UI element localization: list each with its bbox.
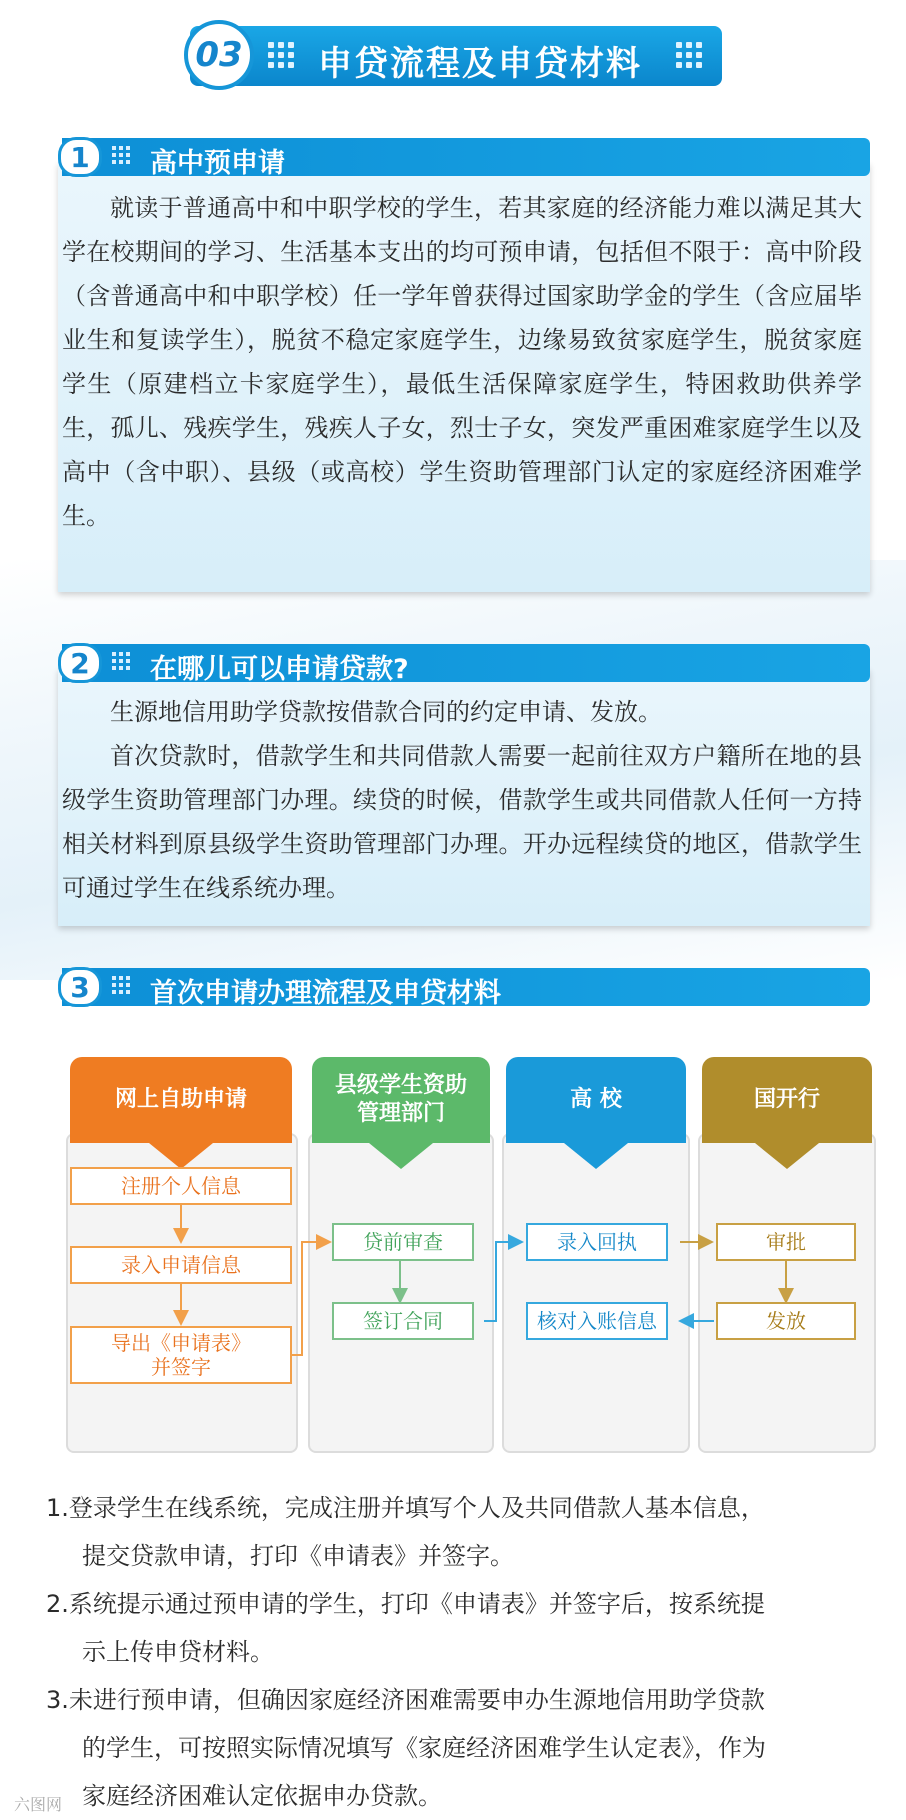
- flow-box-enter-info: 录入申请信息: [70, 1246, 292, 1284]
- step-1-line2: 提交贷款申请，打印《申请表》并签字。: [82, 1542, 514, 1570]
- flow-box-export-line2: 并签字: [151, 1355, 211, 1379]
- flow-box-verify-account: 核对入账信息: [526, 1302, 668, 1340]
- watermark: 六图网: [14, 1795, 63, 1814]
- flow-box-pre-review: 贷前审查: [332, 1223, 474, 1261]
- flow-box-export-line1: 导出《申请表》: [111, 1331, 251, 1355]
- main-section-number: 03: [184, 20, 254, 90]
- step-3-line2: 的学生，可按照实际情况填写《家庭经济困难学生认定表》，作为: [82, 1734, 766, 1762]
- flow-box-export: [70, 1326, 292, 1384]
- section3-number: 3: [58, 967, 102, 1007]
- flow-box-disburse: 发放: [716, 1302, 856, 1340]
- flow-box-enter-receipt: 录入回执: [526, 1223, 668, 1261]
- section1-number: 1: [58, 137, 102, 177]
- flow-box-register: 注册个人信息: [70, 1167, 292, 1205]
- section2-paragraph-1: 生源地信用助学贷款按借款合同的约定申请、发放。: [110, 698, 662, 726]
- section3-title: 首次申请办理流程及申贷材料: [150, 978, 501, 1009]
- step-2-line1: 2.系统提示通过预申请的学生，打印《申请表》并签字后，按系统提: [46, 1590, 765, 1618]
- flow-column-3-header: 高 校: [506, 1057, 686, 1143]
- step-2: [46, 1580, 876, 1676]
- step-2-line2: 示上传申贷材料。: [82, 1638, 274, 1666]
- main-title: 申贷流程及申贷材料: [318, 44, 642, 84]
- flow-column-1-header: 网上自助申请: [70, 1057, 292, 1143]
- step-3-line1: 3.未进行预申请，但确因家庭经济困难需要申办生源地信用助学贷款: [46, 1686, 765, 1714]
- step-1: [46, 1484, 876, 1580]
- flow-column-2-header-line2: 管理部门: [356, 1101, 445, 1126]
- section2-number: 2: [58, 643, 102, 683]
- step-3-line3: 家庭经济困难认定依据申办贷款。: [82, 1782, 442, 1810]
- section1-paragraph: 就读于普通高中和中职学校的学生，若其家庭的经济能力难以满足其大学在校期间的学习、生活基本支出的均可预申请，包括但不限于：高中阶段（含普通高中和中职学校）任一学年曾获得过国家助学金的学生（含应届毕业生和复读学生），脱贫不稳定家庭学生，边缘易致贫家庭学生，脱贫家庭学生（原建档立卡家庭学生），最低生活保障家庭学生，特困救助供养学生，孤儿、残疾学生，残疾人子女，烈士子女，突发严重困难家庭学生以及高中（含中职）、县级（或高校）学生资助管理部门认定的家庭经济困难学生。: [62, 194, 862, 530]
- section2-paragraph-2: 首次贷款时，借款学生和共同借款人需要一起前往双方户籍所在地的县级学生资助管理部门办理。续贷的时候，借款学生或共同借款人任何一方持相关材料到原县级学生资助管理部门办理。开办远程续贷的地区，借款学生可通过学生在线系统办理。: [62, 742, 862, 902]
- step-1-line1: 1.登录学生在线系统，完成注册并填写个人及共同借款人基本信息，: [46, 1494, 765, 1522]
- flow-box-sign-contract: 签订合同: [332, 1302, 474, 1340]
- step-3: [46, 1676, 876, 1820]
- flow-box-approve: 审批: [716, 1223, 856, 1261]
- flow-column-4-header: 国开行: [702, 1057, 872, 1143]
- section2-title: 在哪儿可以申请贷款?: [150, 654, 409, 685]
- flow-column-2-header-line1: 县级学生资助: [334, 1073, 467, 1098]
- section1-title: 高中预申请: [150, 148, 285, 179]
